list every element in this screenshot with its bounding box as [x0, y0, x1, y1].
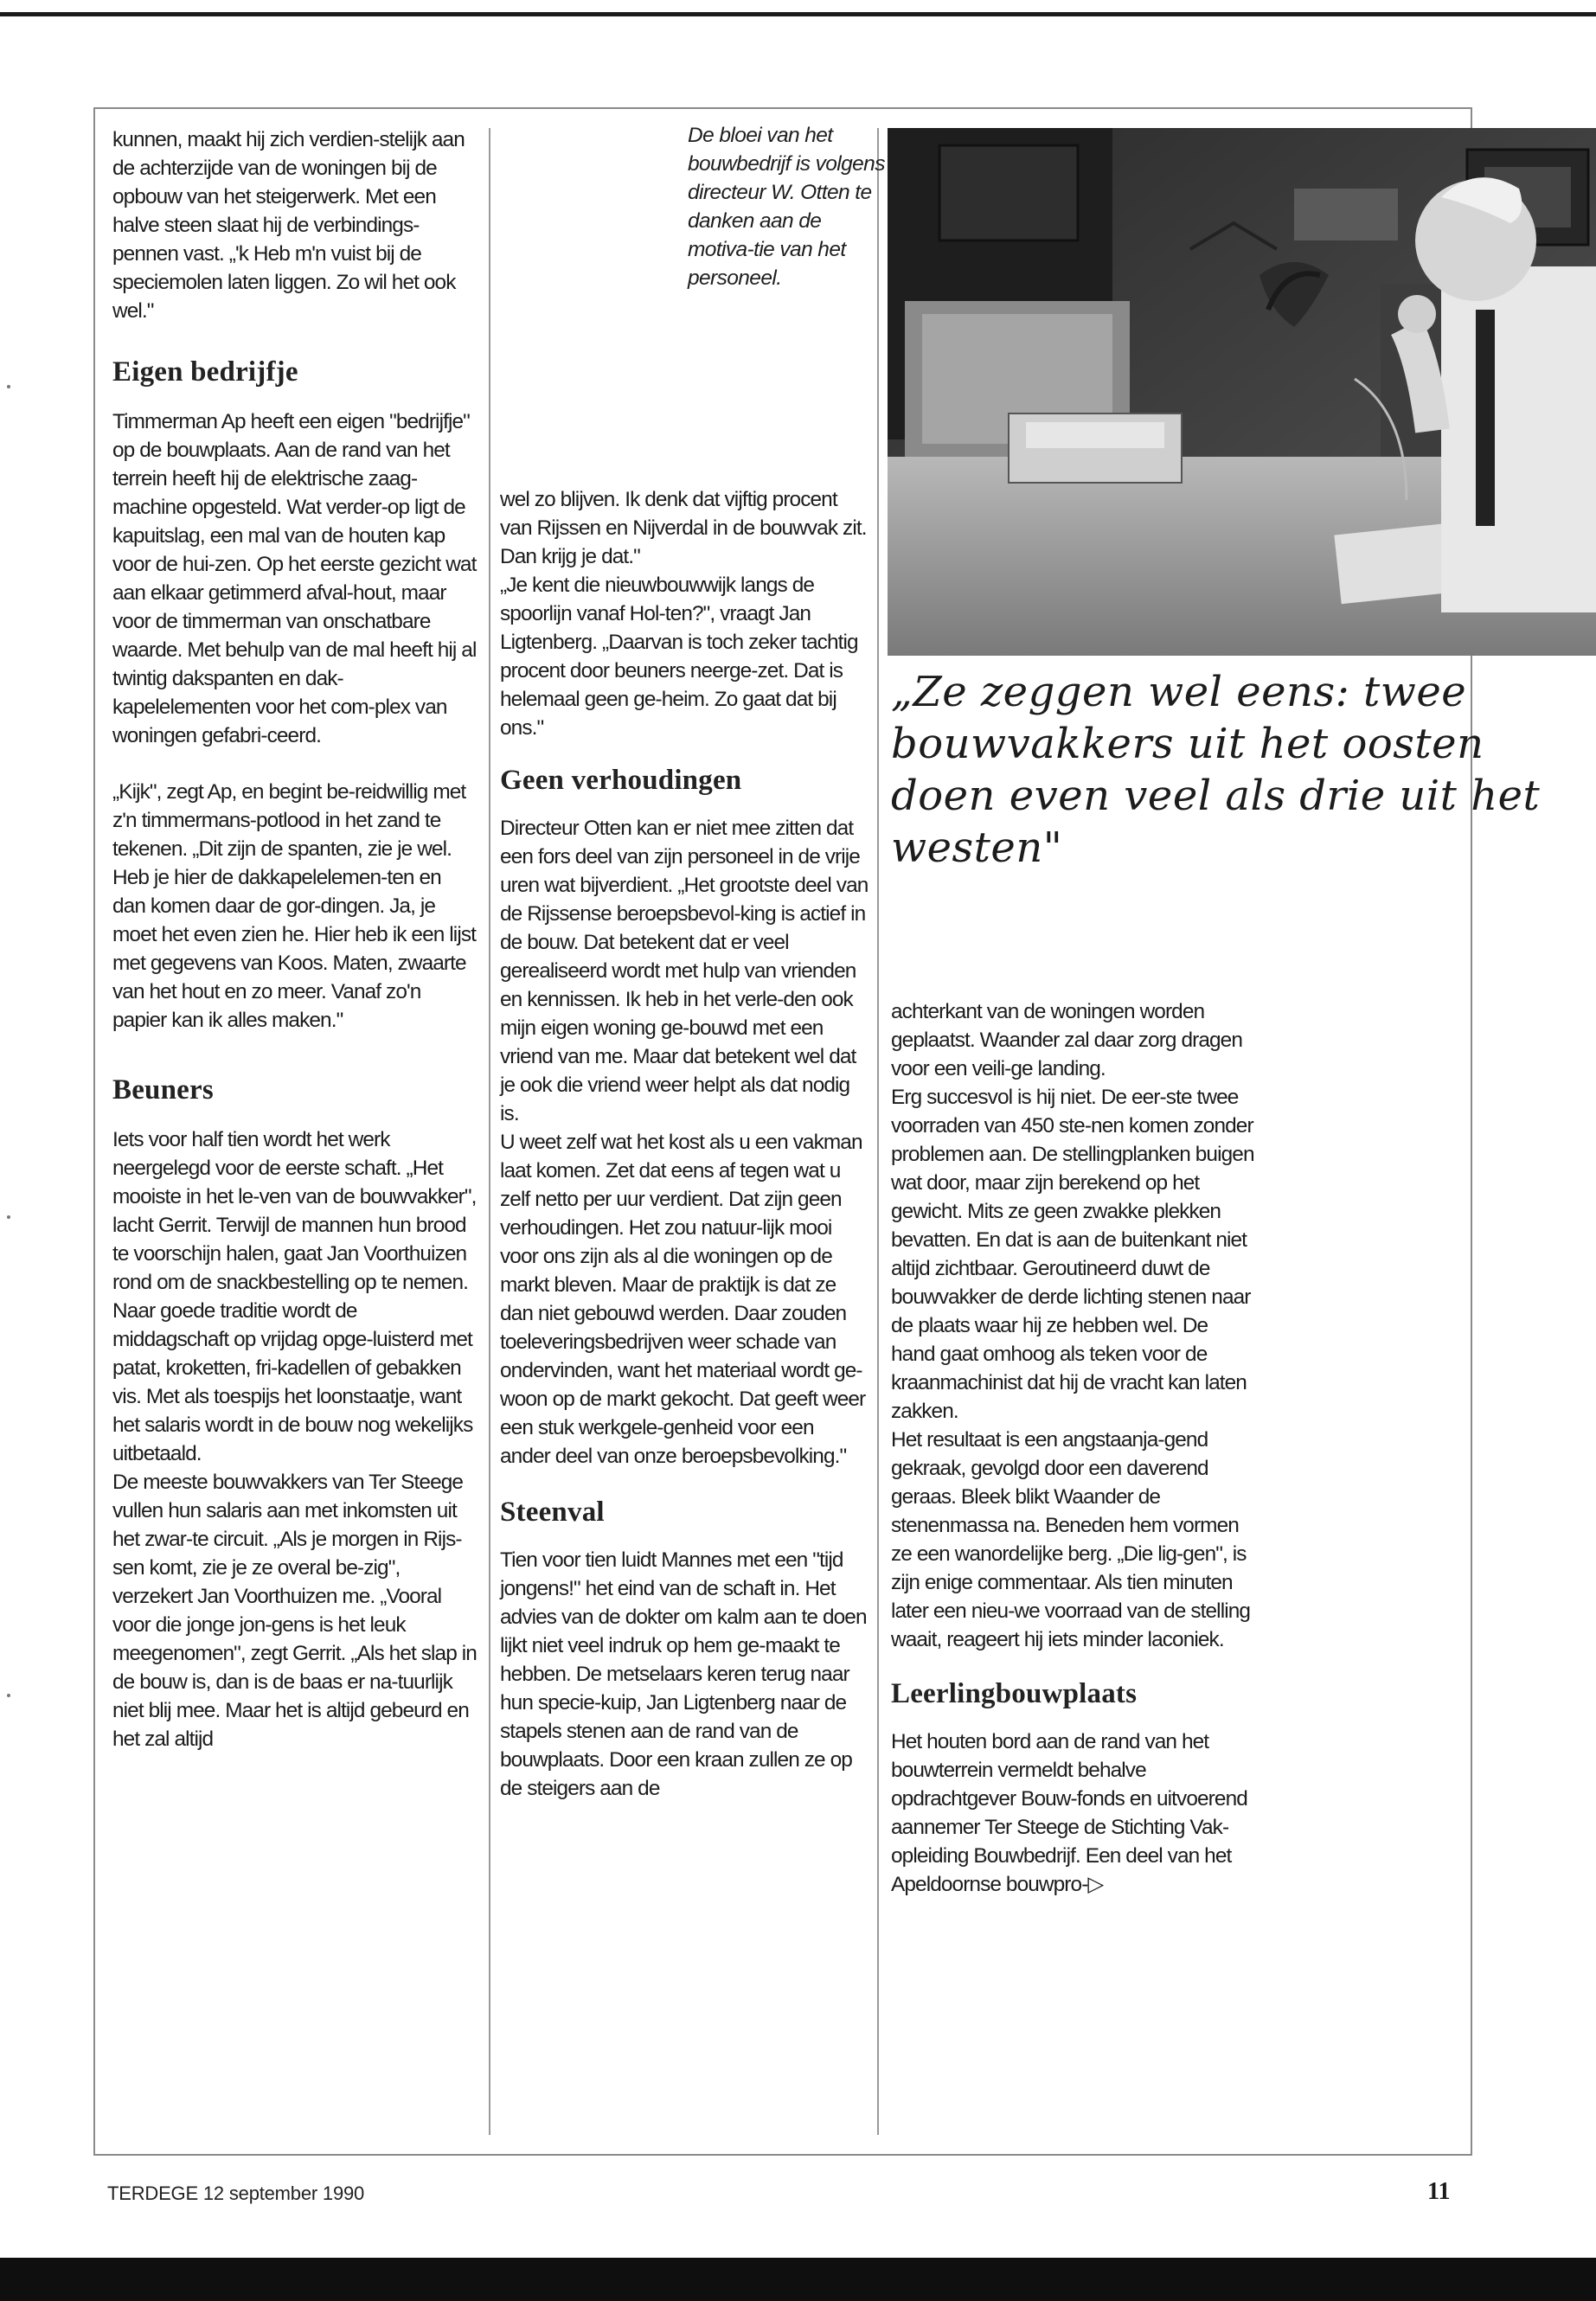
paragraph-vakman: U weet zelf wat het kost als u een vakman laat komen. Zet dat eens af tegen wat u zelf netto per uur verdient. Dat zijn geen verhoudingen. Het zou natuur-lijk mooi voor ons zijn als al die woningen op de markt bleven. Maar de praktijk is dat ze dan niet gebouwd werden. Daar zouden toeleveringsbedrijven weer schade van ondervinden, want het materiaal wordt ge-woon op de markt gekocht. Dat geeft weer een stuk werkgele-genheid voor een ander deel van onze beroepsbevolking." — [500, 1131, 866, 1468]
paragraph-ap: Timmerman Ap heeft een eigen "bedrijfje" op de bouwplaats. Aan de rand van het terrein heeft hij de elektrische zaag-machine opgesteld. Wat verder-op ligt de kapuitslag, een mal van de houten kap voor de hui-zen. Op het eerste gezicht wat aan elkaar getimmerd afval-hout, maar voor de timmerman van onschatbare waarde. Met behulp van de mal heeft hij al twintig dakspanten en dak-kapelelementen voor het com-plex van woningen gefabri-ceerd. — [112, 410, 477, 747]
office-photo — [888, 128, 1596, 656]
paragraph-otten: Directeur Otten kan er niet mee zitten dat een fors deel van zijn personeel in de vrije uren wat bijverdient. „Het grootste deel van de Rijssense beroepsbevol-king is actief in de bouw. Dat betekent dat er veel gerealiseerd wordt met hulp van vrienden en kennissen. Ik heb in het verle-den ook mijn eigen woning ge-bouwd met een vriend van me. Maar dat betekent wel dat je ook die vriend weer helpt als dat nodig is. — [500, 817, 869, 1125]
footer-publication — [107, 2182, 364, 2205]
photo-caption — [688, 121, 887, 292]
paragraph-blijven: wel zo blijven. Ik denk dat vijftig procent van Rijssen en Nijverdal in de bouwvak zit. Dan krijg je dat." — [500, 488, 867, 568]
paragraph-nieuwbouw: „Je kent die nieuwbouwwijk langs de spoorlijn vanaf Hol-ten?", vraagt Jan Ligtenberg. „Daarvan is toch zeker tachtig procent door beuners neerge-zet. Dat is helemaal geen ge-heim. Zo gaat dat bij ons." — [500, 574, 858, 740]
paragraph-kijk: „Kijk", zegt Ap, en begint be-reidwillig met z'n timmermans-potlood in het zand te tekenen. „Dit zijn de spanten, zie je wel. Heb je hier de dakkapelelemen-ten en dan komen daar de gor-dingen. Ja, je moet het even zien he. Hier heb ik een lijst met gegevens van Koos. Maten, zwaarte van het hout en zo meer. Vanaf zo'n papier kan ik alles maken." — [112, 780, 477, 1032]
heading-beuners: Beuners — [112, 1074, 214, 1106]
caption-text: De bloei van het bouwbedrijf is volgens directeur W. Otten te danken aan de motiva-tie van het personeel. — [688, 124, 885, 290]
pull-quote-text: „Ze zeggen wel eens: twee bouwvakkers uit het oosten doen even veel als drie uit het westen" — [891, 668, 1541, 872]
paragraph-beuners: Iets voor half tien wordt het werk neergelegd voor de eerste schaft. „Het mooiste in het le-ven van de bouwvakker", lacht Gerrit. Terwijl de mannen hun brood te voorschijn halen, gaat Jan Voorthuizen rond om de snackbestelling op te nemen. Naar goede traditie wordt de middagschaft op vrijdag opge-luisterd met patat, kroketten, fri-kadellen of gebakken vis. Met als toespijs het loonstaatje, want het salaris wordt in de bouw nog wekelijks uitbetaald. — [112, 1128, 477, 1465]
paragraph-achterkant: achterkant van de woningen worden geplaatst. Waander zal daar zorg dragen voor een veili-ge landing. — [891, 1000, 1243, 1080]
column-2 — [500, 485, 869, 1803]
margin-dot — [7, 1694, 10, 1697]
heading-geen-verhoudingen: Geen verhoudingen — [500, 765, 742, 796]
bottom-bar — [0, 2258, 1596, 2301]
paragraph-resultaat: Het resultaat is een angstaanja-gend gekraak, gevolgd door een daverend geraas. Bleek blikt Waander de stenenmassa na. Beneden hem vormen ze een wanordelijke berg. „Die lig-gen", is zijn enige commentaar. Als tien minuten later een nieu-we voorraad van de stelling waait, reageert hij iets minder laconiek. — [891, 1428, 1251, 1651]
paragraph-intro: kunnen, maakt hij zich verdien-stelijk aan de achterzijde van de woningen bij de opbouw van het steigerwerk. Met een halve steen slaat hij de verbindings-pennen vast. „'k Heb m'n vuist bij de speciemolen laten liggen. Zo wil het ook wel." — [112, 128, 465, 323]
margin-dot — [7, 1215, 10, 1219]
top-rule — [0, 12, 1596, 16]
paragraph-bord — [891, 1727, 1254, 1899]
continue-marker: ▷ — [1087, 1873, 1104, 1896]
margin-dot — [7, 385, 10, 388]
paragraph-bord-text: Het houten bord aan de rand van het bouwterrein vermeldt behalve opdrachtgever Bouw-fonds en uitvoerend aannemer Ter Steege de Stichting Vak-opleiding Bouwbedrijf. Een deel van het Apeldoornse bouwpro- — [891, 1730, 1247, 1896]
paragraph-succesvol: Erg succesvol is hij niet. De eer-ste twee voorraden van 450 ste-nen komen zonder problemen aan. De stellingplanken buigen wat door, maar zijn berekend op het gewicht. Mits ze geen zwakke plekken bevatten. En dat is aan de buitenkant niet altijd zichtbaar. Geroutineerd duwt de bouwvakker de derde lichting stenen naar de plaats waar hij ze hebben wel. De hand gaat omhoog als teken voor de kraanmachinist dat hij de vracht kan laten zakken. — [891, 1086, 1254, 1423]
photo-illustration — [888, 128, 1596, 656]
heading-leerlingbouwplaats: Leerlingbouwplaats — [891, 1678, 1138, 1709]
heading-eigen-bedrijfje: Eigen bedrijfje — [112, 356, 298, 388]
publication-date: 12 september 1990 — [202, 2182, 365, 2204]
heading-steenval: Steenval — [500, 1497, 605, 1528]
column-rule-1 — [489, 128, 490, 2135]
column-rule-2 — [877, 128, 879, 2135]
publication-name: TERDEGE — [107, 2182, 198, 2204]
column-3 — [891, 997, 1254, 1899]
column-1 — [112, 125, 478, 1753]
pull-quote — [891, 666, 1566, 874]
page-number: 11 — [1427, 2178, 1451, 2205]
paragraph-meeste: De meeste bouwvakkers van Ter Steege vullen hun salaris aan met inkomsten uit het zwar-te circuit. „Als je morgen in Rijs-sen komt, zie je ze overal be-zig", verzekert Jan Voorthuizen me. „Vooral voor die jonge jon-gens is het leuk meegenomen", zegt Gerrit. „Als het slap in de bouw is, dan is de baas er na-tuurlijk niet blij mee. Maar het is altijd gebeurd en het zal altijd — [112, 1471, 477, 1751]
paragraph-steenval: Tien voor tien luidt Mannes met een "tijd jongens!" het eind van de schaft in. Het advies van de dokter om kalm aan te doen lijkt niet veel indruk op hem ge-maakt te hebben. De metselaars keren terug naar hun specie-kuip, Jan Ligtenberg naar de stapels stenen aan de rand van de bouwplaats. Door een kraan zullen ze op de steigers aan de — [500, 1548, 867, 1800]
